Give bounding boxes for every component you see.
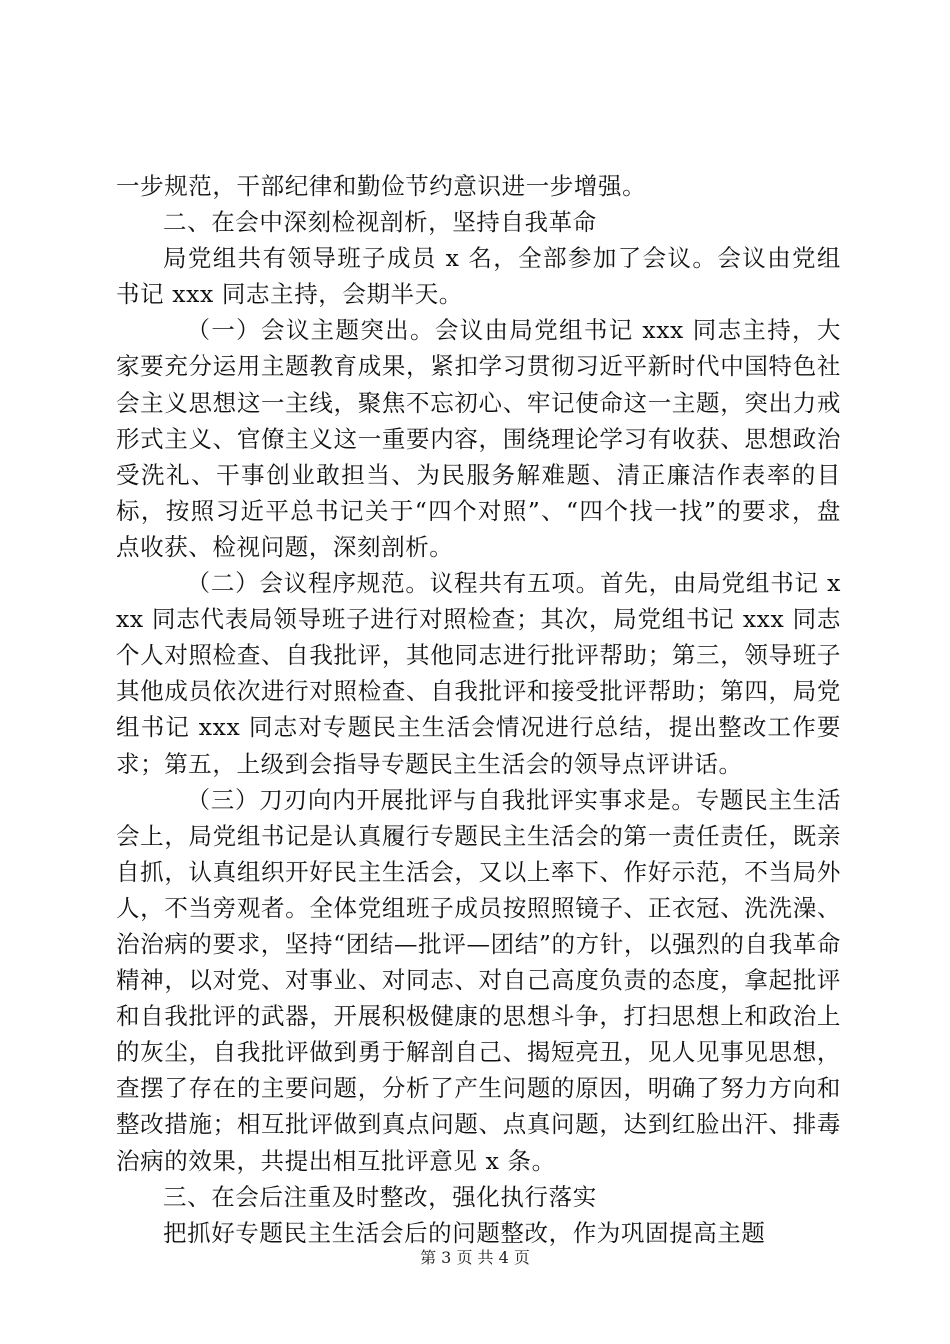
document-body: [116, 168, 841, 1251]
paragraph: 局党组共有领导班子成员 x 名，全部参加了会议。会议由党组书记 xxx 同志主持，会期半天。: [116, 244, 841, 309]
paragraph: 把抓好专题民主生活会后的问题整改，作为巩固提高主题: [163, 1218, 766, 1247]
paragraph: （三）刀刃向内开展批评与自我批评实事求是。专题民主生活会上，局党组书记是认真履行专题民主生活会的第一责任责任，既亲自抓，认真组织开好民主生活会，又以上率下、作好示范，不当局外人，不当旁观者。全体党组班子成员按照照镜子、正衣冠、洗洗澡、治治病的要求，坚持“团结—批评—团结”的方针，以强烈的自我革命精神，以对党、对事业、对同志、对自己高度负责的态度，拿起批评和自我批评的武器，开展积极健康的思想斗争，打扫思想上和政治上的灰尘，自我批评做到勇于解剖自己、揭短亮丑，见人见事见思想，查摆了存在的主要问题，分析了产生问题的原因，明确了努力方向和整改措施；相互批评做到真点问题、点真问题，达到红脸出汗、排毒治病的效果，共提出相互批评意见 x 条。: [116, 785, 841, 1175]
paragraph: （一）会议主题突出。会议由局党组书记 xxx 同志主持，大家要充分运用主题教育成果，紧扣学习贯彻习近平新时代中国特色社会主义思想这一主线，聚焦不忘初心、牢记使命这一主题，突出力戒形式主义、官僚主义这一重要内容，围绕理论学习有收获、思想政治受洗礼、干事创业敢担当、为民服务解难题、清正廉洁作表率的目标，按照习近平总书记关于“四个对照”、“四个找一找”的要求，盘点收获、检视问题，深刻剖析。: [116, 316, 841, 561]
paragraph: （二）会议程序规范。议程共有五项。首先，由局党组书记 xxx 同志代表局领导班子进行对照检查；其次，局党组书记 xxx 同志个人对照检查、自我批评，其他同志进行批评帮助；第三，领导班子其他成员依次进行对照检查、自我批评和接受批评帮助；第四，局党组书记 xxx 同志对专题民主生活会情况进行总结，提出整改工作要求；第五，上级到会指导专题民主生活会的领导点评讲话。: [116, 569, 841, 778]
section-heading: 二、在会中深刻检视剖析，坚持自我革命: [163, 208, 597, 237]
paragraph: 一步规范，干部纪律和勤俭节约意识进一步增强。: [116, 172, 647, 200]
page-number-footer: 第 3 页 共 4 页: [420, 1248, 530, 1267]
section-heading: 三、在会后注重及时整改，强化执行落实: [163, 1182, 597, 1211]
